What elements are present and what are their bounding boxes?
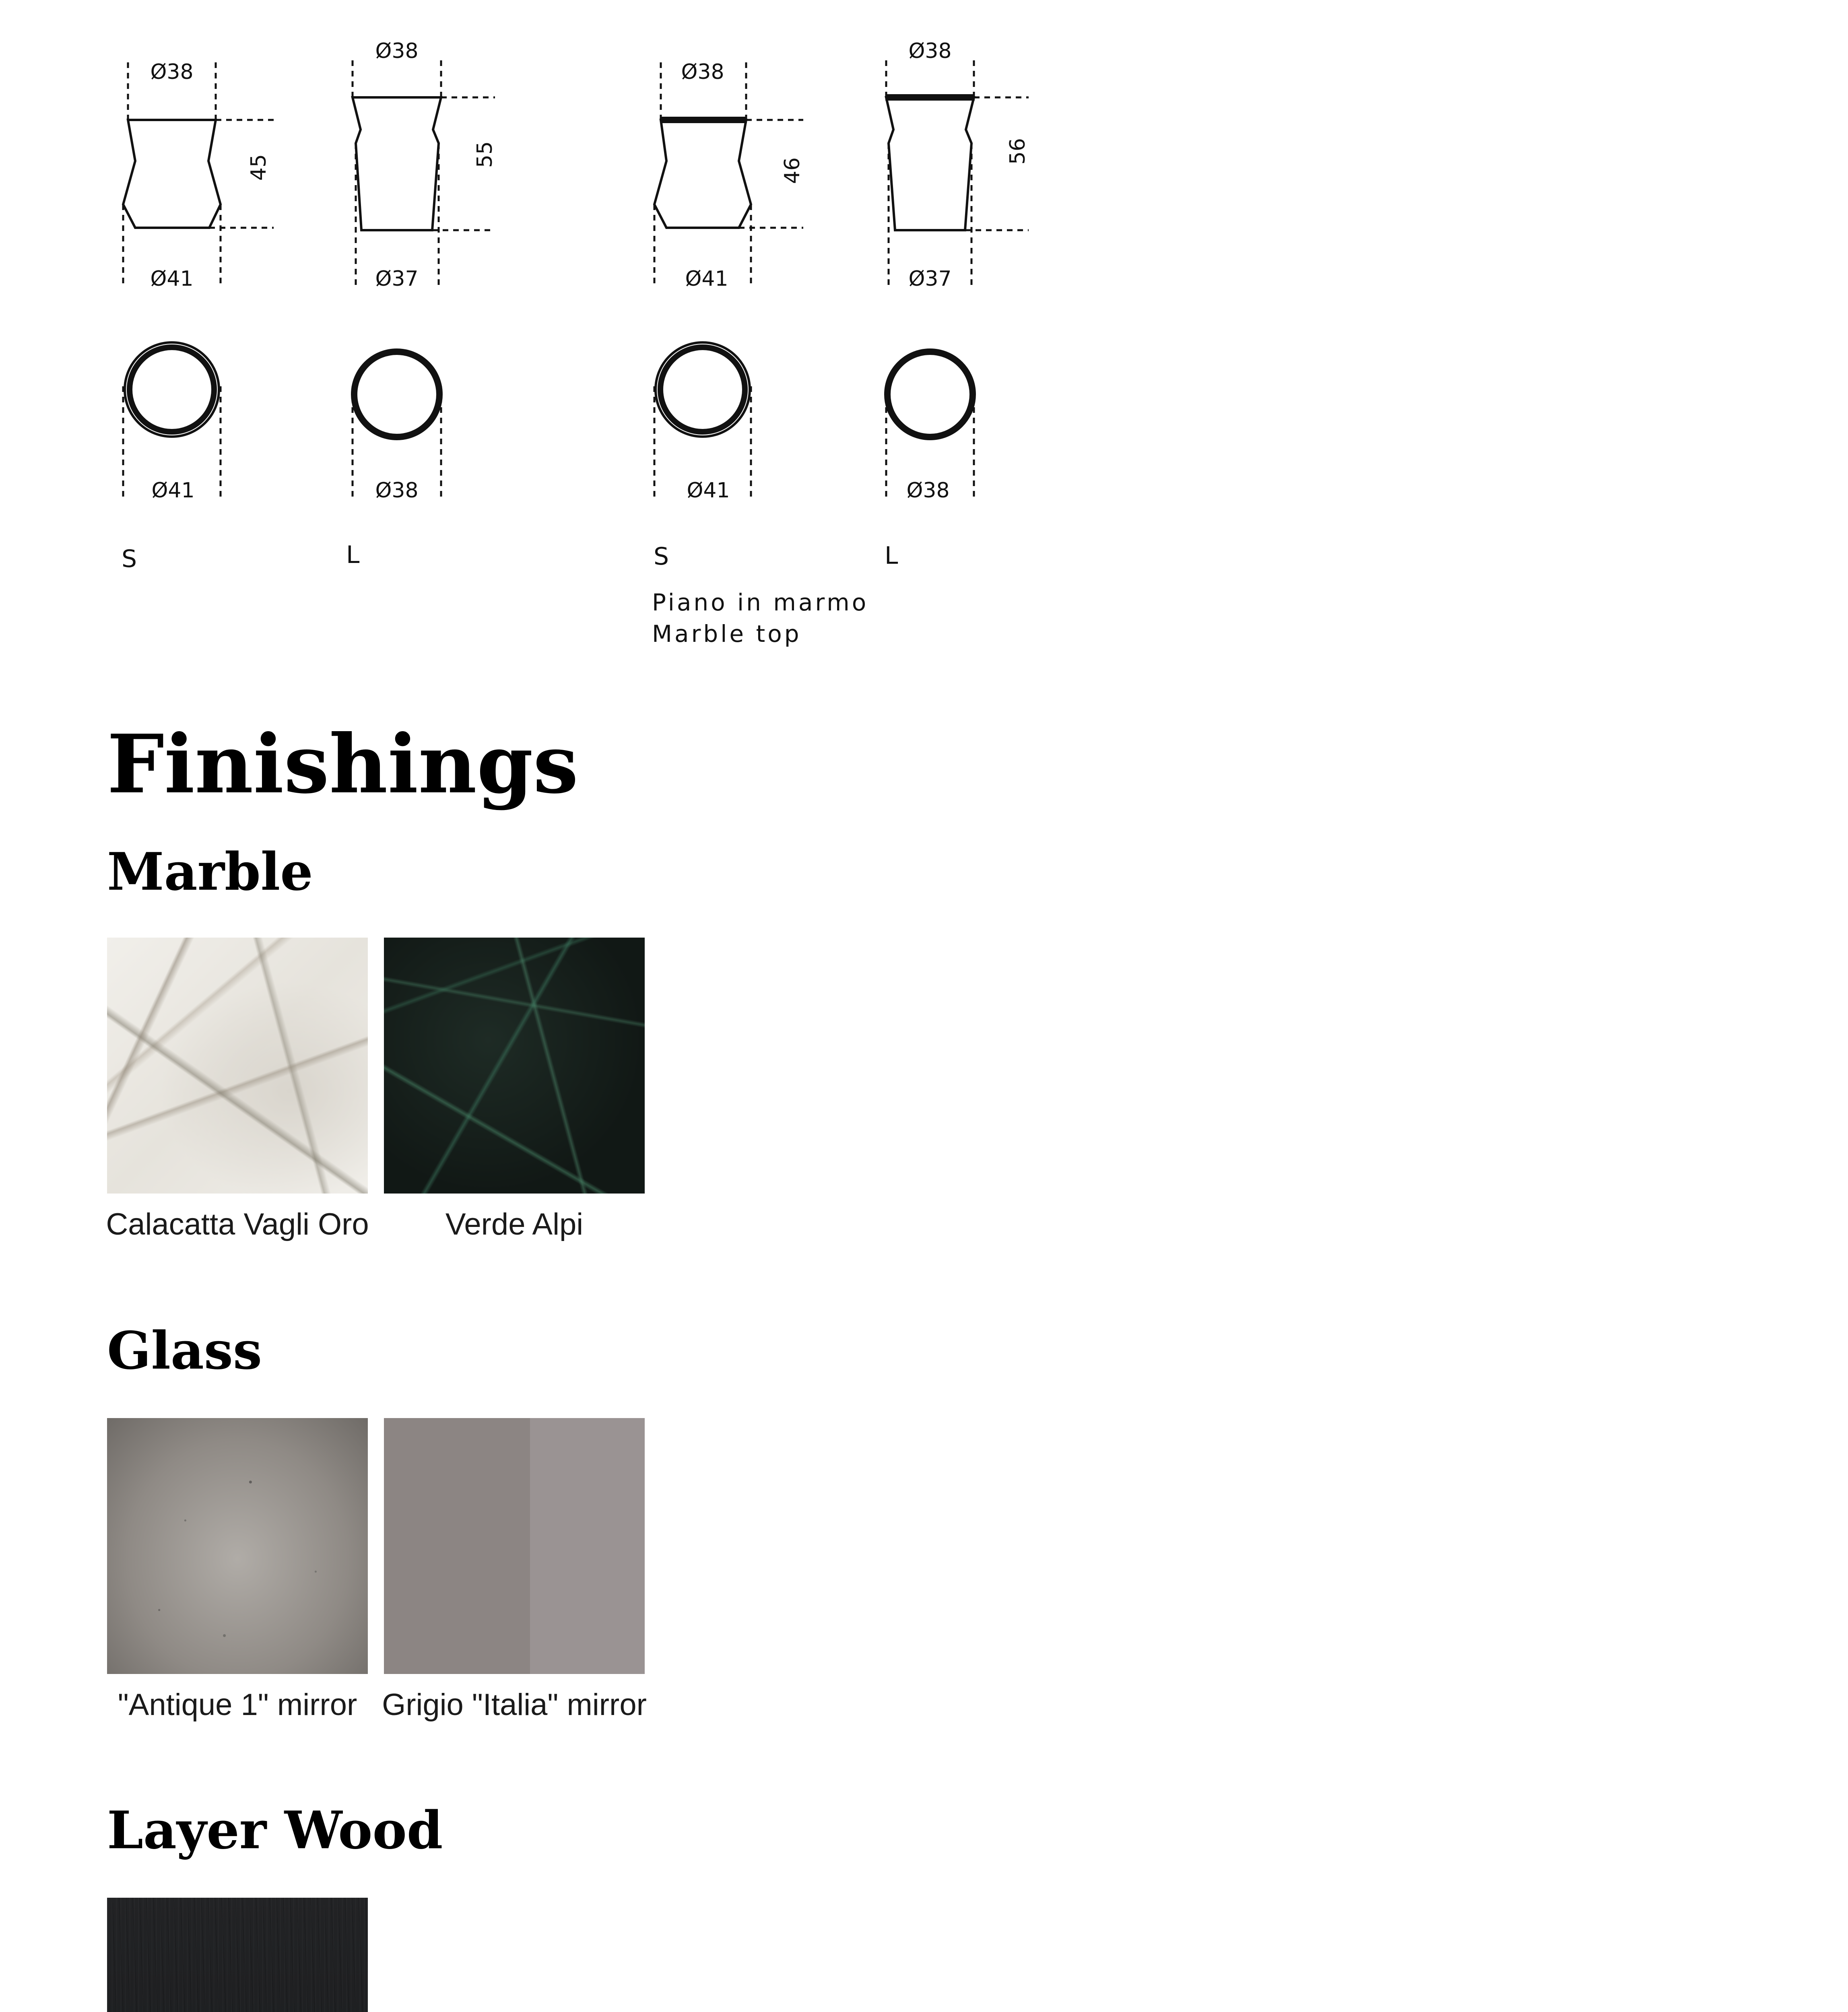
elevation-s-plain xyxy=(123,120,221,228)
drawings-svg xyxy=(0,0,1848,660)
dim-plan-4: Ø38 xyxy=(906,478,950,503)
dim-height-4: 56 xyxy=(1006,138,1030,165)
plan-circle-2 xyxy=(354,352,439,437)
dim-bottom-3: Ø41 xyxy=(685,267,728,291)
swatch-grigio-italia-mirror[interactable] xyxy=(384,1418,645,1674)
swatch-label-antique: "Antique 1" mirror xyxy=(118,1688,357,1722)
dim-bottom-4: Ø37 xyxy=(908,267,952,291)
dim-top-2: Ø38 xyxy=(375,39,419,63)
swatch-black-open-pore[interactable] xyxy=(107,1898,368,2012)
finishings-title: Finishings xyxy=(107,717,579,812)
technical-drawings xyxy=(0,0,1848,660)
dim-top-3: Ø38 xyxy=(681,60,724,84)
dim-plan-1: Ø41 xyxy=(151,478,195,503)
note-italian: Piano in marmo xyxy=(652,589,869,616)
swatch-label-grigio: Grigio "Italia" mirror xyxy=(382,1688,647,1722)
plan-circle-3 xyxy=(656,342,750,437)
dim-plan-2: Ø38 xyxy=(375,478,419,503)
dim-height-3: 46 xyxy=(780,157,804,184)
dim-bottom-2: Ø37 xyxy=(375,267,419,291)
swatch-verde-alpi[interactable] xyxy=(384,938,645,1194)
dim-top-4: Ø38 xyxy=(908,39,952,63)
elevation-l-plain xyxy=(353,97,441,230)
size-label-l-1: L xyxy=(346,541,360,569)
dim-height-2: 55 xyxy=(473,141,497,168)
size-label-l-2: L xyxy=(885,542,898,570)
elevation-l-marble xyxy=(885,97,975,230)
elevation-s-marble xyxy=(654,120,751,228)
section-title-layer-wood: Layer Wood xyxy=(107,1800,443,1861)
swatch-label-calacatta: Calacatta Vagli Oro xyxy=(106,1207,369,1241)
section-title-marble: Marble xyxy=(107,842,313,902)
note-english: Marble top xyxy=(652,620,802,647)
dim-top-1: Ø38 xyxy=(150,60,194,84)
dim-height-1: 45 xyxy=(247,154,271,181)
plan-circle-4 xyxy=(887,352,973,437)
marble-top-note xyxy=(652,587,868,649)
swatch-antique-mirror[interactable] xyxy=(107,1418,368,1674)
swatch-label-verde: Verde Alpi xyxy=(445,1207,584,1241)
dim-plan-3: Ø41 xyxy=(687,478,730,503)
size-label-s-2: S xyxy=(654,542,669,571)
section-title-glass: Glass xyxy=(107,1321,262,1381)
dim-bottom-1: Ø41 xyxy=(150,267,194,291)
swatch-calacatta-vagli-oro[interactable] xyxy=(107,938,368,1194)
size-label-s-1: S xyxy=(122,545,137,573)
plan-circle-1 xyxy=(125,342,219,437)
